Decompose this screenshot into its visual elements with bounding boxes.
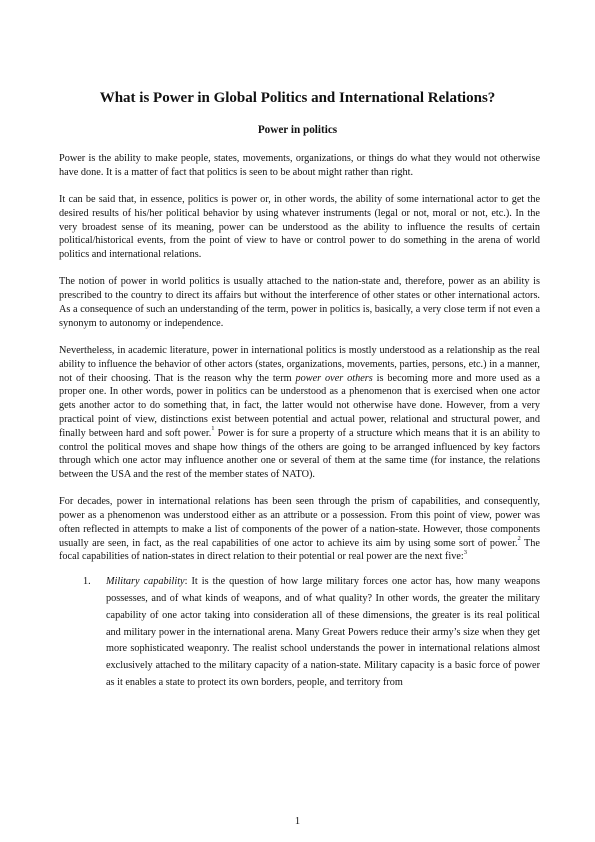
paragraph-5-text-b: The focal capabilities of nation-states in direct relation to their potential or real power are the next five: [59,537,540,563]
paragraph-4 [59,344,540,482]
page-number: 1 [294,816,301,827]
list-item-term: Military capability [106,576,185,588]
list-item-text: : It is the question of how large military forces one actor has, how many weapons possesses, and of what kinds of weapons, and of what quality? In other words, the greater the military capability of one actor taking into consideration all of these dimensions, the greater is its real political and military power in the international arena. Many Great Powers reduce their army’s size when they get more sophisticated weaponry. The realist school understands the power in international relations almost exclusively attached to the military capacity of a nation-state. Military capacity is a basic force of power as it enables a state to protect its own borders, people, and territory from [106,576,540,689]
list-item [83,574,540,692]
footnote-ref-2[interactable]: 2 [517,535,521,543]
document-body [59,152,540,692]
emphasis-power-over-others: power over others [295,372,373,384]
list-item-number: 1. [83,576,91,588]
footnote-ref-1[interactable]: 1 [211,425,215,433]
paragraph-2: It can be said that, in essence, politics is power or, in other words, the ability of some international actor to get the desired results of his/her political behavior by using whatever instruments (legal or not, moral or not, etc.). In the very broadest sense of its meaning, power can be understood as the ability to influence the results of certain political/historical events, from the point of view to have or control power to do something in the arena of world politics and international relations. [59,193,540,261]
footnote-ref-3[interactable]: 3 [463,549,467,557]
paragraph-3: The notion of power in world politics is usually attached to the nation-state and, therefore, power as an ability is prescribed to the country to direct its affairs but without the interference of other states or other international actors. As a consequence of such an understanding of the term, power in politics is, basically, a very close term if not even a synonym to autonomy or independence. [59,276,540,329]
section-heading: Power in politics [257,124,338,136]
paragraph-4-text-b: is becoming more and more used as a proper one. In other words, power in politics can be understood as a phenomenon that is exercised when one actor gets another actor to do something that, in fact, the latter would not otherwise have done. However, from a very practical point of view, distinctions exist between potential and actual power, relational and structural power, and finally between hard and soft power. [59,372,540,439]
paragraph-5 [59,495,540,564]
paragraph-5-text-a: For decades, power in international relations has been seen through the prism of capabilities, and consequently, power as a phenomenon was understood either as an attribute or a possession. From this point of view, power was often reflected in attempts to make a list of components of the power of a nation-state. However, those components usually are seen, in fact, as the real capabilities of one actor to achieve its aim by using some sort of power. [59,496,540,549]
document-title: What is Power in Global Politics and International Relations? [99,90,496,106]
paragraph-4-text-a: Nevertheless, in academic literature, power in international politics is mostly understood as a relationship as the real ability to influence the behavior of other actors (states, organizations, movements, parties, persons, etc.) in a manner, not of their choosing. That is the reason why the term [59,344,540,384]
paragraph-1: Power is the ability to make people, states, movements, organizations, or things do what they would not otherwise have done. It is a matter of fact that politics is seen to be about might rather than right. [59,153,540,178]
capabilities-list [59,574,540,692]
paragraph-4-text-c: Power is for sure a property of a structure which means that it is an ability to control the political moves and shape how things of the others are going to be arranged influenced by key factors through which one actor may influence another one or several of them at the same time (for instance, the relations between the USA and the rest of the member states of NATO). [59,427,540,481]
